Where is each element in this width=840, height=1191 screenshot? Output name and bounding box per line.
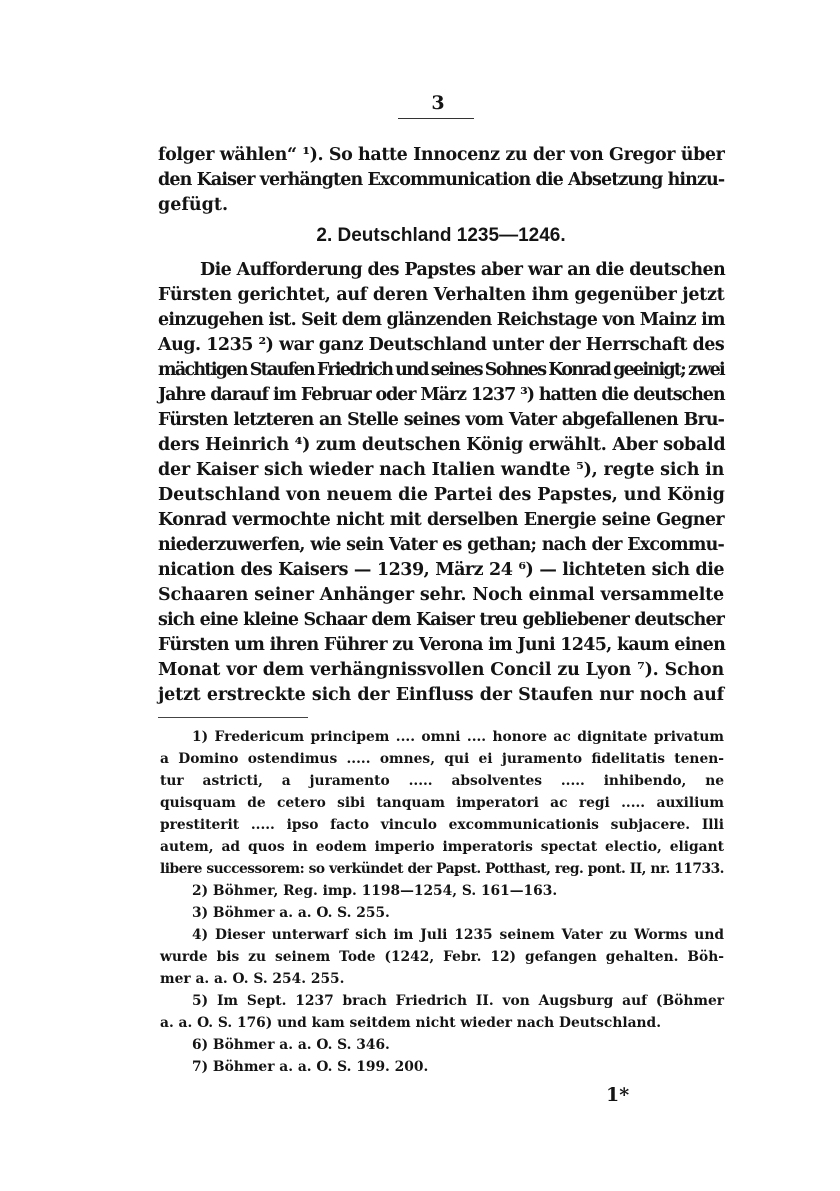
- section-heading: 2. Deutschland 1235—1246.: [316, 225, 566, 246]
- footnote-line: a. a. O. S. 176) und kam seitdem nicht wieder nach Deutschland.: [160, 1015, 662, 1031]
- body-line: ders Heinrich ⁴) zum deutschen König erwählt. Aber sobald: [158, 435, 726, 455]
- body-line: nication des Kaisers — 1239, März 24 ⁶) — lichteten sich die: [158, 560, 724, 580]
- footnote-line: tur astricti, a juramento ..... absolventes ..... inhibendo, ne: [160, 773, 724, 789]
- body-line: Konrad vermochte nicht mit derselben Energie seine Gegner: [158, 510, 724, 530]
- body-line: folger wählen“ ¹). So hatte Innocenz zu der von Gregor über: [158, 145, 725, 165]
- body-line: jetzt erstreckte sich der Einfluss der Staufen nur noch auf: [158, 685, 724, 705]
- body-line: einzugehen ist. Seit dem glänzenden Reichstage von Mainz im: [158, 310, 725, 330]
- footnote-line: mer a. a. O. S. 254. 255.: [160, 971, 345, 987]
- footnote-line: 4) Dieser unterwarf sich im Juli 1235 seinem Vater zu Worms und: [192, 927, 724, 943]
- body-line: sich eine kleine Schaar dem Kaiser treu gebliebener deutscher: [158, 610, 724, 630]
- body-line: Jahre darauf im Februar oder März 1237 ³) hatten die deutschen: [158, 385, 725, 405]
- footnote-line: a Domino ostendimus ..... omnes, qui ei juramento fidelitatis tenen-: [160, 751, 724, 767]
- footnote-rule: [158, 717, 308, 718]
- body-line: Monat vor dem verhängnissvollen Concil zu Lyon ⁷). Schon: [158, 660, 724, 680]
- footnote-line: libere successorem: so verkündet der Papst. Potthast, reg. pont. II, nr. 11733.: [160, 861, 724, 877]
- footnote-line: 6) Böhmer a. a. O. S. 346.: [192, 1037, 390, 1053]
- body-line: Deutschland von neuem die Partei des Papstes, und König: [158, 485, 725, 505]
- signature-mark: 1*: [606, 1084, 630, 1106]
- body-line: gefügt.: [158, 195, 229, 215]
- body-line: Fürsten um ihren Führer zu Verona im Juni 1245, kaum einen: [158, 635, 726, 655]
- body-line: mächtigen Staufen Friedrich und seines Sohnes Konrad geeinigt; zwei: [158, 360, 724, 380]
- body-line: Aug. 1235 ²) war ganz Deutschland unter der Herrschaft des: [158, 335, 725, 355]
- footnote-line: 1) Fredericum principem .... omni .... honore ac dignitate privatum: [192, 729, 724, 745]
- footnote-line: wurde bis zu seinem Tode (1242, Febr. 12) gefangen gehalten. Böh-: [160, 949, 724, 965]
- body-line: Schaaren seiner Anhänger sehr. Noch einmal versammelte: [158, 585, 724, 605]
- body-line: niederzuwerfen, wie sein Vater es gethan; nach der Excommu-: [158, 535, 724, 555]
- footnote-line: 7) Böhmer a. a. O. S. 199. 200.: [192, 1059, 429, 1075]
- footnote-line: autem, ad quos in eodem imperio imperatoris spectat electio, eligant: [160, 839, 724, 855]
- body-line: den Kaiser verhängten Excommunication die Absetzung hinzu-: [158, 170, 725, 190]
- footnote-line: 3) Böhmer a. a. O. S. 255.: [192, 905, 390, 921]
- body-line: Die Aufforderung des Papstes aber war an die deutschen: [200, 260, 726, 280]
- page-number: 3: [431, 92, 445, 114]
- footnote-line: 5) Im Sept. 1237 brach Friedrich II. von Augsburg auf (Böhmer: [192, 993, 724, 1009]
- body-line: der Kaiser sich wieder nach Italien wandte ⁵), regte sich in: [158, 460, 725, 480]
- header-rule: [398, 118, 474, 119]
- footnote-line: prestiterit ..... ipso facto vinculo excommunicationis subjacere. Illi: [160, 817, 724, 833]
- body-line: Fürsten gerichtet, auf deren Verhalten ihm gegenüber jetzt: [158, 285, 725, 305]
- footnote-line: quisquam de cetero sibi tanquam imperatori ac regi ..... auxilium: [160, 795, 724, 811]
- footnote-line: 2) Böhmer, Reg. imp. 1198—1254, S. 161—163.: [192, 883, 558, 899]
- body-line: Fürsten letzteren an Stelle seines vom Vater abgefallenen Bru-: [158, 410, 724, 430]
